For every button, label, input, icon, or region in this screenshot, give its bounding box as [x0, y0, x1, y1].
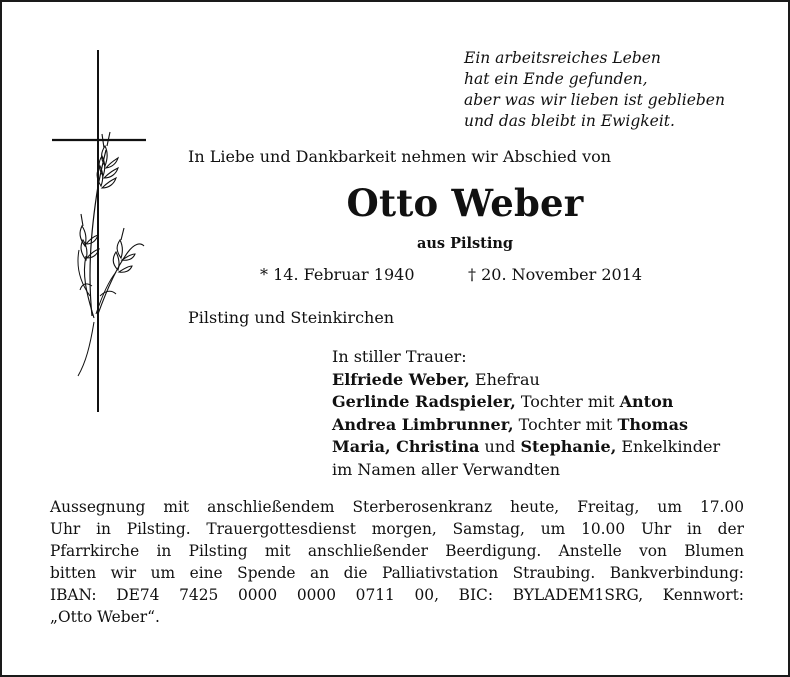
funeral-notice	[50, 496, 744, 628]
mourner-line	[332, 436, 720, 459]
quote-line: und das bleibt in Ewigkeit.	[464, 112, 675, 130]
mourner-line	[332, 391, 720, 414]
deceased-name: Otto Weber	[346, 181, 584, 225]
mourner-name: Andrea Limbrunner,	[332, 414, 514, 434]
notice-line: Uhr in Pilsting. Trauergottesdienst morgen, Samstag, um 10.00 Uhr in der	[50, 520, 744, 538]
mourner-name: Elfriede Weber,	[332, 369, 470, 389]
mourner-line	[332, 369, 720, 392]
mourner-relation: Enkelkinder	[616, 437, 721, 456]
deceased-origin: aus Pilsting	[416, 235, 514, 252]
memorial-quote	[464, 48, 725, 132]
notice-line: „Otto Weber“.	[50, 608, 160, 626]
notice-line: bitten wir um eine Spende an die Palliativstation Straubing. Bankverbindung:	[50, 564, 744, 582]
mourners-heading: In stiller Trauer:	[332, 347, 467, 366]
mourners-block	[332, 346, 720, 481]
places: Pilsting und Steinkirchen	[188, 308, 395, 327]
mourner-name: Anton	[619, 392, 674, 411]
mourner-relation: Tochter mit	[515, 392, 620, 411]
quote-line: hat ein Ende gefunden,	[464, 70, 648, 88]
mourner-relation: und	[479, 437, 521, 456]
notice-line: Aussegnung mit anschließendem Sterberosenkranz heute, Freitag, um 17.00	[50, 498, 744, 516]
mourner-relation: Tochter mit	[513, 414, 618, 434]
mourner-name: Thomas	[617, 414, 688, 434]
quote-line: aber was wir lieben ist geblieben	[464, 91, 725, 109]
mourner-line	[332, 414, 720, 437]
notice-line: Pfarrkirche in Pilsting mit anschließender Beerdigung. Anstelle von Blumen	[50, 542, 744, 560]
death-date: † 20. November 2014	[468, 265, 643, 284]
notice-line: IBAN: DE74 7425 0000 0000 0711 00, BIC: BYLADEM1SRG, Kennwort:	[50, 586, 744, 604]
mourner-relation: Ehefrau	[469, 369, 540, 389]
mourner-name: Gerlinde Radspieler,	[332, 392, 516, 411]
birth-date: * 14. Februar 1940	[260, 265, 415, 284]
quote-line: Ein arbeitsreiches Leben	[464, 49, 661, 67]
mourner-line: im Namen aller Verwandten	[332, 459, 561, 479]
mourner-name: Stephanie,	[520, 437, 617, 456]
mourner-name: Maria, Christina	[332, 437, 480, 456]
farewell-intro: In Liebe und Dankbarkeit nehmen wir Abschied von	[188, 147, 612, 166]
cross-with-wheat-icon	[46, 46, 156, 416]
